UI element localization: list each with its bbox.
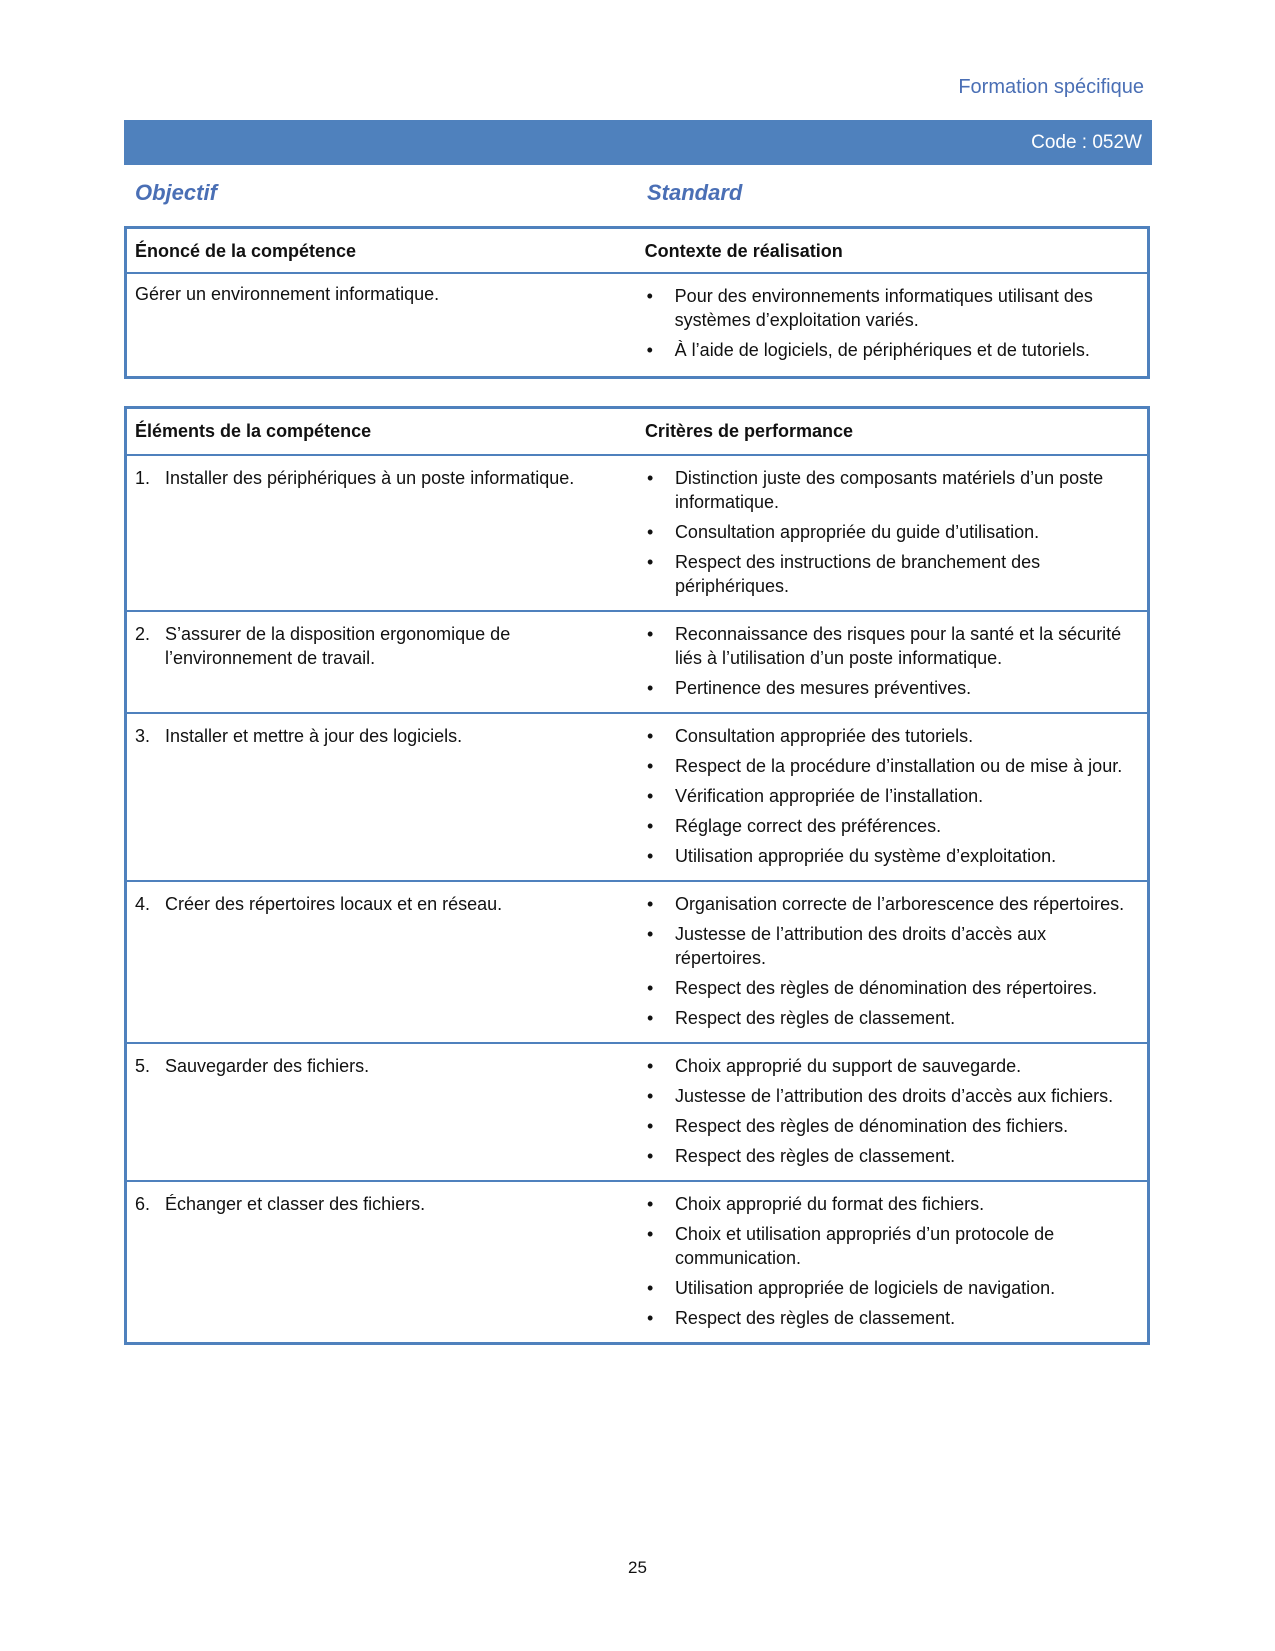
element-cell (126, 1043, 637, 1181)
element-number: 4. (135, 894, 151, 914)
standard-heading: Standard (647, 180, 743, 205)
criteres-cell (637, 713, 1149, 881)
contexte-item: • Pour des environnements informatiques utilisant des systèmes d’exploitation variés. (645, 284, 1139, 332)
objectif-heading: Objectif (135, 180, 217, 205)
critere-item: • Choix approprié du format des fichiers. (645, 1192, 1139, 1216)
element-item (135, 1054, 629, 1078)
criteres-cell (637, 611, 1149, 713)
critere-item: • Vérification appropriée de l’installation. (645, 784, 1139, 808)
element-item (135, 622, 629, 670)
element-item (135, 724, 629, 748)
table-row (126, 1181, 1149, 1344)
table-row (126, 713, 1149, 881)
critere-item: • Respect des règles de dénomination des répertoires. (645, 976, 1139, 1000)
enonce-header: Énoncé de la compétence (126, 228, 637, 274)
element-text: Échanger et classer des fichiers. (165, 1194, 426, 1214)
element-number: 5. (135, 1056, 151, 1076)
element-item (135, 1192, 629, 1216)
critere-item: • Respect des instructions de branchement des périphériques. (645, 550, 1139, 598)
critere-item: • Organisation correcte de l’arborescence des répertoires. (645, 892, 1139, 916)
element-text: Créer des répertoires locaux et en réseau. (165, 894, 503, 914)
element-cell (126, 455, 637, 611)
criteres-cell (637, 881, 1149, 1043)
criteres-list (645, 892, 1139, 1030)
element-text: S’assurer de la disposition ergonomique de l’environnement de travail. (165, 624, 511, 668)
critere-item: • Pertinence des mesures préventives. (645, 676, 1139, 700)
competence-table (124, 226, 1150, 379)
element-cell (126, 881, 637, 1043)
critere-item: • Distinction juste des composants matériels d’un poste informatique. (645, 466, 1139, 514)
critere-item: • Justesse de l’attribution des droits d’accès aux répertoires. (645, 922, 1139, 970)
contexte-list (645, 284, 1139, 362)
critere-item: • Respect de la procédure d’installation ou de mise à jour. (645, 754, 1139, 778)
critere-item: • Reconnaissance des risques pour la santé et la sécurité liés à l’utilisation d’un poste informatique. (645, 622, 1139, 670)
criteres-list (645, 466, 1139, 598)
element-text: Installer et mettre à jour des logiciels. (165, 726, 463, 746)
element-number: 1. (135, 468, 151, 488)
element-cell (126, 713, 637, 881)
element-number: 2. (135, 624, 151, 644)
criteres-list (645, 1192, 1139, 1330)
criteres-header: Critères de performance (637, 408, 1149, 456)
enonce-text: Gérer un environnement informatique. (135, 284, 440, 304)
criteres-list (645, 724, 1139, 868)
code-bar (124, 120, 1152, 165)
critere-item: • Justesse de l’attribution des droits d’accès aux fichiers. (645, 1084, 1139, 1108)
critere-item: • Choix et utilisation appropriés d’un protocole de communication. (645, 1222, 1139, 1270)
criteres-cell (637, 455, 1149, 611)
element-text: Sauvegarder des fichiers. (165, 1056, 370, 1076)
formation-label: Formation spécifique (958, 76, 1144, 98)
program-code: Code : 052W (1031, 131, 1142, 153)
element-cell (126, 611, 637, 713)
element-text: Installer des périphériques à un poste informatique. (165, 468, 575, 488)
criteres-list (645, 622, 1139, 700)
element-number: 3. (135, 726, 151, 746)
elements-header: Éléments de la compétence (126, 408, 637, 456)
critere-item: • Respect des règles de dénomination des fichiers. (645, 1114, 1139, 1138)
contexte-header: Contexte de réalisation (637, 228, 1149, 274)
criteres-cell (637, 1181, 1149, 1344)
critere-item: • Réglage correct des préférences. (645, 814, 1139, 838)
table-row (126, 881, 1149, 1043)
page-number: 25 (628, 1558, 647, 1577)
critere-item: • Choix approprié du support de sauvegarde. (645, 1054, 1139, 1078)
criteres-cell (637, 1043, 1149, 1181)
elements-table (124, 406, 1150, 1345)
critere-item: • Respect des règles de classement. (645, 1006, 1139, 1030)
critere-item: • Respect des règles de classement. (645, 1306, 1139, 1330)
element-cell (126, 1181, 637, 1344)
table-row (126, 611, 1149, 713)
element-item (135, 466, 629, 490)
contexte-item: • À l’aide de logiciels, de périphériques et de tutoriels. (645, 338, 1139, 362)
element-item (135, 892, 629, 916)
table-row (126, 455, 1149, 611)
table-row (126, 1043, 1149, 1181)
element-number: 6. (135, 1194, 151, 1214)
contexte-cell (637, 273, 1149, 378)
critere-item: • Consultation appropriée du guide d’utilisation. (645, 520, 1139, 544)
critere-item: • Respect des règles de classement. (645, 1144, 1139, 1168)
criteres-list (645, 1054, 1139, 1168)
critere-item: • Consultation appropriée des tutoriels. (645, 724, 1139, 748)
critere-item: • Utilisation appropriée de logiciels de navigation. (645, 1276, 1139, 1300)
critere-item: • Utilisation appropriée du système d’exploitation. (645, 844, 1139, 868)
